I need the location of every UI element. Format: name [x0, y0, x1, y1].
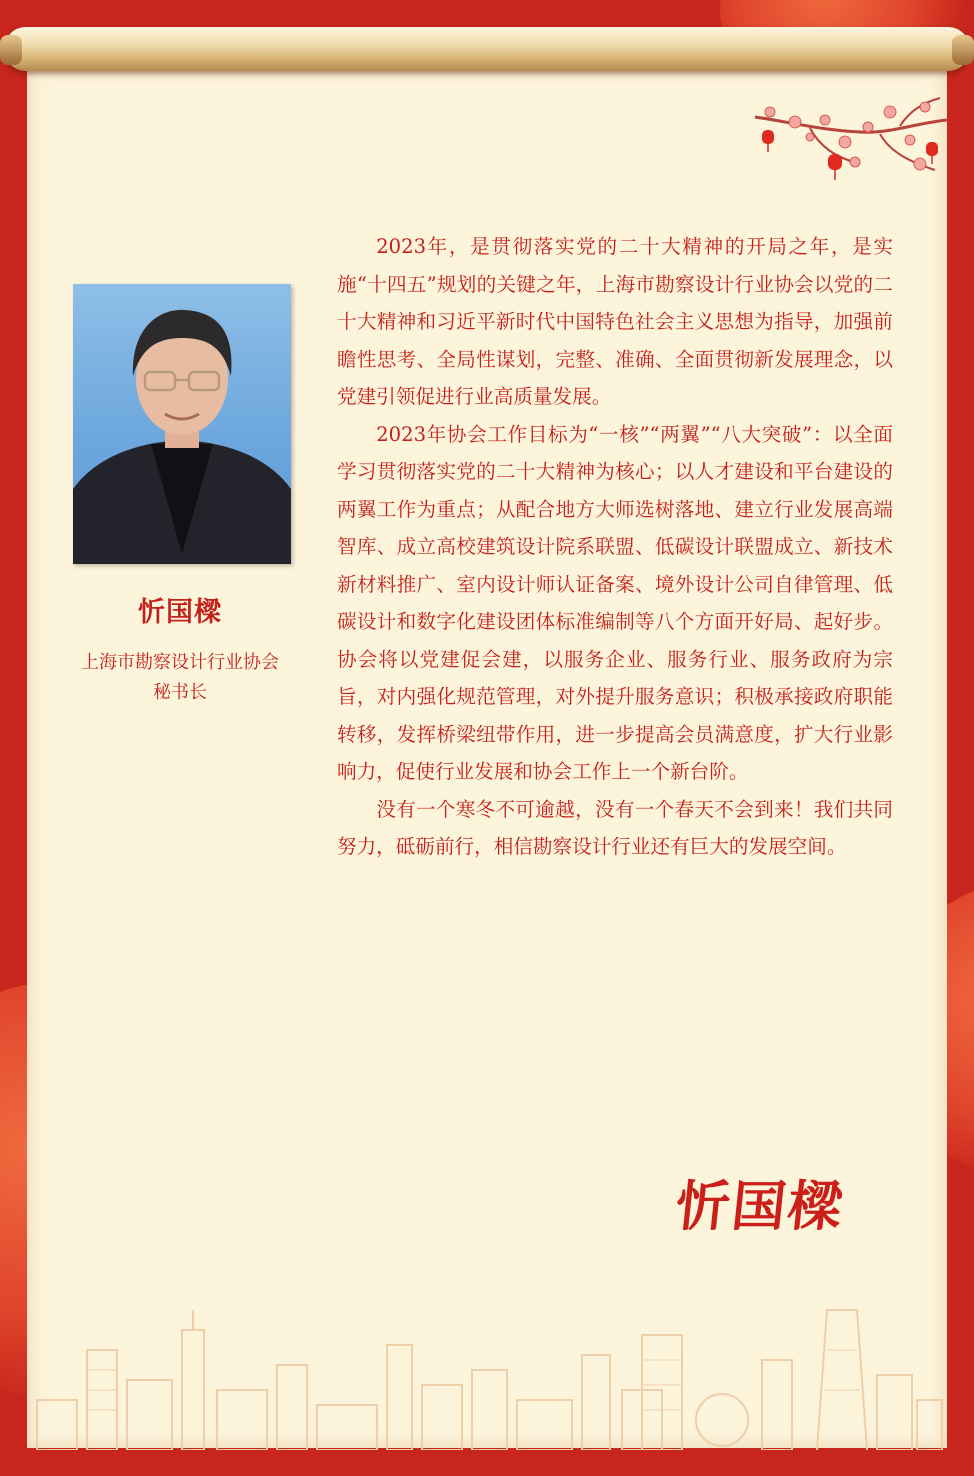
scroll-rod-cap-left [0, 35, 22, 65]
article-paragraph-2: 2023年协会工作目标为“一核”“两翼”“八大突破”：以全面学习贯彻落实党的二十大精神为核心；以人才建设和平台建设的两翼工作为重点；从配合地方大师选树落地、建立行业发展高端智库、成立高校建筑设计院系联盟、低碳设计联盟成立、新技术新材料推广、室内设计师认证备案、境外设计公司自律管理、低碳设计和数字化建设团体标准编制等八个方面开好局、起好步。协会将以党建促会建，以服务企业、服务行业、服务政府为宗旨，对内强化规范管理，对外提升服务意识；积极承接政府职能转移，发挥桥梁纽带作用，进一步提高会员满意度，扩大行业影响力，促使行业发展和协会工作上一个新台阶。 [337, 422, 893, 783]
article-paragraph-1: 2023年，是贯彻落实党的二十大精神的开局之年，是实施“十四五”规划的关键之年，上海市勘察设计行业协会以党的二十大精神和习近平新时代中国特色社会主义思想为指导，加强前瞻性思考、全局性谋划，完整、准确、全面贯彻新发展理念，以党建引领促进行业高质量发展。 [337, 235, 893, 408]
person-position: 秘书长 [153, 682, 207, 703]
portrait-photo [73, 284, 291, 564]
scroll-rod [4, 27, 970, 71]
person-name: 忻国樑 [138, 597, 222, 628]
city-skyline-icon [27, 1290, 947, 1450]
handwritten-signature: 忻国樑 [672, 1174, 848, 1238]
scroll-rod-cap-right [952, 35, 974, 65]
article-paragraph-3: 没有一个寒冬不可逾越，没有一个春天不会到来！我们共同努力，砥砺前行，相信勘察设计行业还有巨大的发展空间。 [337, 797, 893, 858]
plum-blossom-icon [750, 92, 950, 192]
person-organization: 上海市勘察设计行业协会 [81, 652, 279, 673]
article-body [337, 228, 893, 866]
person-photo-icon [73, 284, 291, 564]
